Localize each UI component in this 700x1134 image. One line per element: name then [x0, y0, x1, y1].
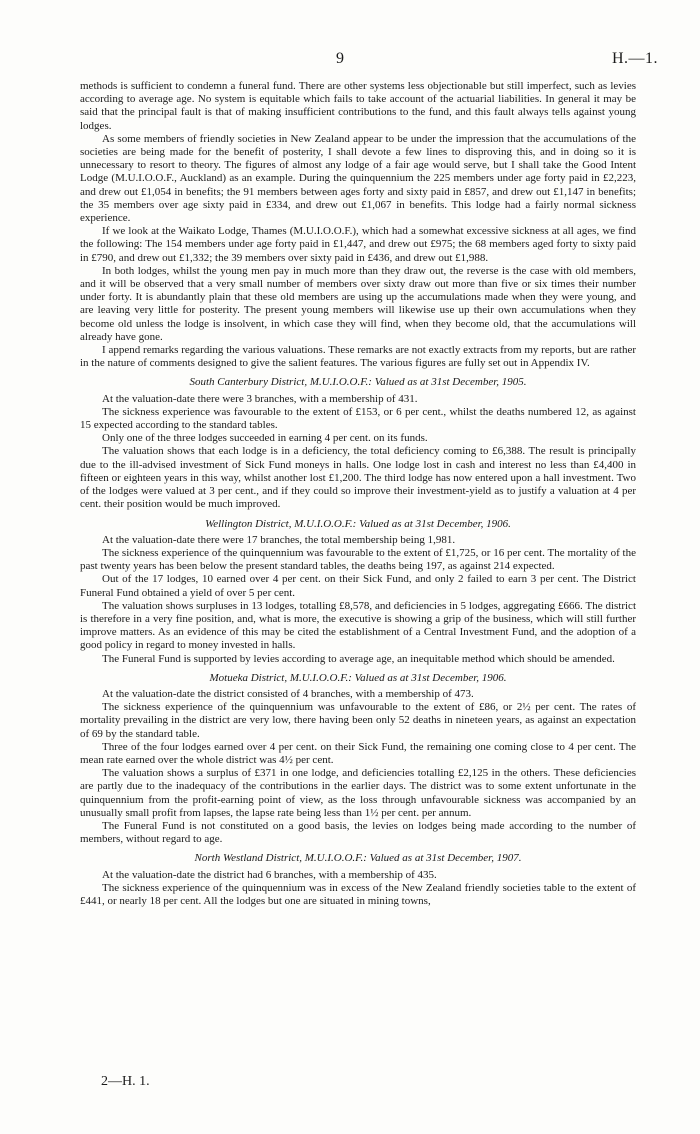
section-paragraph: Only one of the three lodges succeeded in earning 4 per cent. on its funds.: [102, 432, 428, 445]
intro-paragraph: In both lodges, whilst the young men pay in much more than they draw out, the reverse is the case with old members, and it will be observed that a very small number of members over sixty draw out more than five or six times their number under forty. It is abundantly plain that these old members are using up the accumulations made when they were young, and are leaving very little for posterity. The present young members will likewise use up their own accumulations when they become old unless the lodge is insolvent, in which case they will find, when they become old, that the accumulations will already have gone.: [80, 264, 636, 343]
intro-paragraph: As some members of friendly societies in New Zealand appear to be under the impression that the accumulations of the societies are being made for the benefit of posterity, I shall devote a few lines to disproving this, and in doing so it is unnecessary to resort to theory. The figures of almost any lodge of a fair age would serve, but I shall take the Good Intent Lodge (M.U.I.O.O.F., Auckland) as an example. During the quinquennium the 225 members under age forty paid in £2,223, and drew out £1,054 in benefits; the 91 members between ages forty and sixty paid in £857, and drew out £1,147 in benefits; the 35 members over age sixty paid in £334, and drew out £1,067 in benefits. This lodge had a fairly normal sickness experience.: [80, 132, 636, 225]
section-paragraph: The Funeral Fund is supported by levies according to average age, an inequitable method which should be amended.: [102, 652, 615, 665]
section-heading: South Canterbury District, M.U.I.O.O.F.: Valued as at 31st December, 1905.: [189, 376, 527, 389]
intro-paragraph: I append remarks regarding the various valuations. These remarks are not exactly extracts from my reports, but are rather in the nature of comments designed to give the salient features. The various figures are fully set out in Appendix IV.: [80, 344, 636, 370]
section-paragraph: The valuation shows a surplus of £371 in one lodge, and deficiencies totalling £2,125 in the others. These deficiencies are partly due to the inadequacy of the contributions in the earlier days. The district was to some extent unfortunate in the quinquennium from the profit-earning point of view, as the loss through unfavourable sickness was accompanied by an unusually small profit from lapses, the lapse rate being less than 1½ per cent. per annum.: [80, 767, 636, 819]
page-signature: 2—H. 1.: [101, 1074, 150, 1089]
section-paragraph: Three of the four lodges earned over 4 per cent. on their Sick Fund, the remaining one coming close to 4 per cent. The mean rate earned over the whole district was 4½ per cent.: [80, 740, 636, 766]
section-paragraph: The sickness experience of the quinquennium was favourable to the extent of £1,725, or 16 per cent. The mortality of the past twenty years has been below the present standard tables, the deaths being 197, as against 214 expected.: [80, 546, 636, 573]
section-paragraph: The valuation shows that each lodge is in a deficiency, the total deficiency coming to £6,388. The result is principally due to the ill-advised investment of Sick Fund moneys in halls. One lodge lost in cash and interest no less than £4,400 in fifteen or eighteen years in this way, whilst another lost £1,200. The third lodge has now entered upon a hall investment. Two of the lodges were valued at 3 per cent., and if they could so improve their investment-yield as to justify a valuation at 4 per cent. their position would be much improved.: [80, 445, 636, 511]
section-paragraph: The Funeral Fund is not constituted on a good basis, the levies on lodges being made according to the number of members, without regard to age.: [80, 819, 636, 846]
section-paragraph: At the valuation-date there were 17 branches, the total membership being 1,981.: [102, 533, 456, 546]
section-heading: Motueka District, M.U.I.O.O.F.: Valued as at 31st December, 1906.: [209, 671, 507, 684]
section-heading: North Westland District, M.U.I.O.O.F.: Valued as at 31st December, 1907.: [194, 852, 522, 865]
section-paragraph: At the valuation-date the district had 6 branches, with a membership of 435.: [102, 868, 437, 881]
section-paragraph: Out of the 17 lodges, 10 earned over 4 per cent. on their Sick Fund, and only 2 failed to earn 3 per cent. The District Funeral Fund obtained a yield of over 5 per cent.: [80, 573, 636, 599]
section-paragraph: At the valuation-date there were 3 branches, with a membership of 431.: [102, 392, 418, 405]
document-body: [80, 80, 636, 908]
intro-paragraph: methods is sufficient to condemn a funeral fund. There are other systems less objectionable but still imperfect, such as levies according to average age. No system is equitable which fails to take account of the actuarial liabilities. In general it may be said that the principal fault is that of making insufficient contributions to the fund, and this fault always tells against young lodges.: [80, 80, 636, 132]
section-paragraph: The sickness experience of the quinquennium was in excess of the New Zealand friendly societies table to the extent of £441, or nearly 18 per cent. All the lodges but one are situated in mining towns,: [80, 881, 636, 907]
section-heading: Wellington District, M.U.I.O.O.F.: Valued as at 31st December, 1906.: [205, 517, 511, 530]
section-paragraph: The sickness experience was favourable to the extent of £153, or 6 per cent., whilst the deaths numbered 12, as against 15 expected according to the standard tables.: [80, 405, 636, 432]
section-paragraph: The sickness experience of the quinquennium was unfavourable to the extent of £86, or 2½ per cent. The rates of mortality prevailing in the district are very low, there having been only 52 deaths in nineteen years, as against an expectation of 69 by the standard table.: [80, 701, 636, 740]
section-paragraph: At the valuation-date the district consisted of 4 branches, with a membership of 473.: [102, 687, 474, 700]
intro-paragraph: If we look at the Waikato Lodge, Thames (M.U.I.O.O.F.), which had a somewhat excessive sickness at all ages, we find the following: The 154 members under age forty paid in £1,447, and drew out £975; the 68 members aged forty to sixty paid in £790, and drew out £1,332; the 39 members over sixty paid in £436, and drew out £1,988.: [80, 225, 636, 264]
page-number: 9: [336, 50, 344, 67]
section-paragraph: The valuation shows surpluses in 13 lodges, totalling £8,578, and deficiencies in 5 lodges, aggregating £666. The district is therefore in a very fine position, and, what is more, the executive is showing a grip of the business, which will still further improve matters. As an evidence of this may be cited the establishment of a Central Investment Fund, and the adoption of a good policy in regard to money invested in halls.: [80, 599, 636, 652]
document-reference: H.—1.: [611, 50, 658, 67]
